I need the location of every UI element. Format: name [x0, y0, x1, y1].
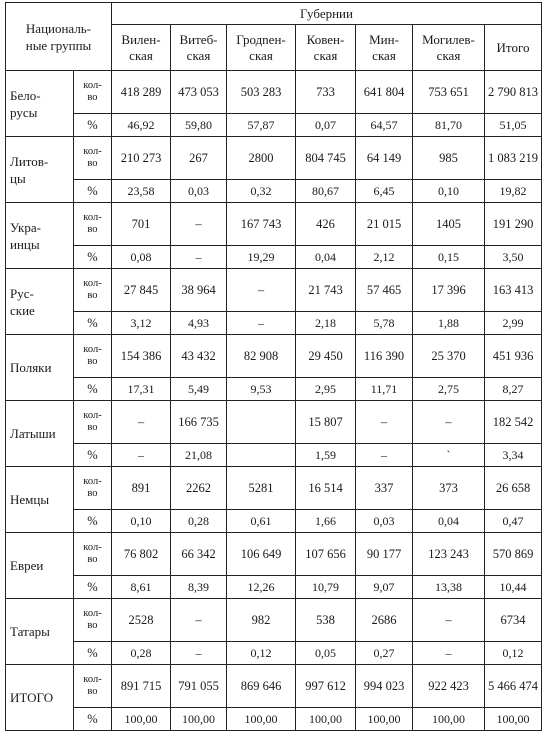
table-cell: 0,32 — [227, 180, 296, 203]
table-cell: 10,79 — [296, 576, 356, 599]
row-type-percent: % — [74, 642, 112, 665]
row-type-percent: % — [74, 312, 112, 335]
table-cell: – — [171, 246, 227, 269]
row-type-count: кол- во — [74, 71, 112, 114]
row-type-percent: % — [74, 114, 112, 137]
table-cell: 2686 — [356, 599, 413, 642]
row-group-label: Бело- русы — [6, 71, 74, 137]
table-cell: 57 465 — [356, 269, 413, 312]
table-cell: 76 802 — [112, 533, 171, 576]
row-type-percent: % — [74, 444, 112, 467]
column-header: Могилев- ская — [413, 25, 485, 71]
table-cell: 25 370 — [413, 335, 485, 378]
table-cell: – — [171, 203, 227, 246]
table-cell: 2,95 — [296, 378, 356, 401]
table-cell: 106 649 — [227, 533, 296, 576]
table-cell: 2262 — [171, 467, 227, 510]
table-cell: 29 450 — [296, 335, 356, 378]
table-cell: 0,04 — [413, 510, 485, 533]
table-cell: 701 — [112, 203, 171, 246]
table-cell: 426 — [296, 203, 356, 246]
table-cell: – — [112, 444, 171, 467]
table-cell: 12,26 — [227, 576, 296, 599]
row-group-label: Немцы — [6, 467, 74, 533]
table-cell: 0,10 — [112, 510, 171, 533]
row-group-label: Рус- ские — [6, 269, 74, 335]
column-header: Ковен- ская — [296, 25, 356, 71]
row-type-count: кол- во — [74, 203, 112, 246]
table-cell: 26 658 — [485, 467, 542, 510]
table-row-count — [6, 335, 542, 378]
table-cell: 163 413 — [485, 269, 542, 312]
census-table — [5, 2, 542, 731]
table-cell: 9,53 — [227, 378, 296, 401]
table-row-count — [6, 137, 542, 180]
table-cell: 191 290 — [485, 203, 542, 246]
table-cell: 267 — [171, 137, 227, 180]
table-body — [6, 71, 542, 731]
table-row-count — [6, 203, 542, 246]
table-cell: 0,05 — [296, 642, 356, 665]
table-cell: 733 — [296, 71, 356, 114]
table-cell — [227, 444, 296, 467]
table-cell: 167 743 — [227, 203, 296, 246]
table-cell: 5,49 — [171, 378, 227, 401]
table-cell: 0,47 — [485, 510, 542, 533]
table-cell: 8,61 — [112, 576, 171, 599]
table-cell: 38 964 — [171, 269, 227, 312]
table-cell: 19,29 — [227, 246, 296, 269]
table-cell: 46,92 — [112, 114, 171, 137]
table-cell: 51,05 — [485, 114, 542, 137]
table-cell: 0,61 — [227, 510, 296, 533]
table-cell: 100,00 — [356, 708, 413, 731]
table-cell: 107 656 — [296, 533, 356, 576]
table-cell: 100,00 — [227, 708, 296, 731]
row-type-percent: % — [74, 510, 112, 533]
table-cell: 0,28 — [112, 642, 171, 665]
table-cell: 997 612 — [296, 665, 356, 708]
table-row-percent — [6, 510, 542, 533]
table-row-percent — [6, 312, 542, 335]
table-cell: 81,70 — [413, 114, 485, 137]
table-cell: 154 386 — [112, 335, 171, 378]
header-row-top — [6, 3, 542, 25]
table-cell: 210 273 — [112, 137, 171, 180]
row-group-label: Латыши — [6, 401, 74, 467]
table-cell: – — [356, 444, 413, 467]
table-cell: 791 055 — [171, 665, 227, 708]
table-cell: 503 283 — [227, 71, 296, 114]
table-cell: 10,44 — [485, 576, 542, 599]
table-header — [6, 3, 542, 71]
table-row-percent — [6, 246, 542, 269]
table-cell: 891 — [112, 467, 171, 510]
table-cell: – — [112, 401, 171, 444]
row-group-label: Поляки — [6, 335, 74, 401]
table-cell: 0,28 — [171, 510, 227, 533]
table-cell: 473 053 — [171, 71, 227, 114]
table-row-count — [6, 533, 542, 576]
table-cell: – — [227, 312, 296, 335]
row-type-percent: % — [74, 246, 112, 269]
table-cell: 418 289 — [112, 71, 171, 114]
row-type-count: кол- во — [74, 467, 112, 510]
column-header: Гродnен- ская — [227, 25, 296, 71]
table-row-count — [6, 401, 542, 444]
table-cell: 16 514 — [296, 467, 356, 510]
table-cell: 0,08 — [112, 246, 171, 269]
table-cell: 100,00 — [112, 708, 171, 731]
row-type-percent: % — [74, 708, 112, 731]
table-row-count — [6, 71, 542, 114]
table-cell: 17,31 — [112, 378, 171, 401]
table-cell: 13,38 — [413, 576, 485, 599]
row-group-label: ИТОГО — [6, 665, 74, 731]
row-group-label: Укра- инцы — [6, 203, 74, 269]
table-cell: 82 908 — [227, 335, 296, 378]
table-cell: 3,50 — [485, 246, 542, 269]
table-cell: 570 869 — [485, 533, 542, 576]
table-cell: 373 — [413, 467, 485, 510]
table-cell: 100,00 — [485, 708, 542, 731]
row-group-label: Татары — [6, 599, 74, 665]
census-table-container — [5, 2, 542, 731]
table-cell: 2528 — [112, 599, 171, 642]
table-cell: 0,03 — [356, 510, 413, 533]
table-cell: 922 423 — [413, 665, 485, 708]
table-cell: 66 342 — [171, 533, 227, 576]
table-cell: 451 936 — [485, 335, 542, 378]
table-row-count — [6, 599, 542, 642]
table-cell: 43 432 — [171, 335, 227, 378]
table-cell: 2,12 — [356, 246, 413, 269]
table-cell: 6,45 — [356, 180, 413, 203]
table-cell: 3,34 — [485, 444, 542, 467]
table-row-percent — [6, 180, 542, 203]
column-header: Вилен- ская — [112, 25, 171, 71]
table-cell: 5281 — [227, 467, 296, 510]
table-cell: 21 743 — [296, 269, 356, 312]
row-type-count: кол- во — [74, 137, 112, 180]
table-cell: – — [171, 599, 227, 642]
table-cell: 869 646 — [227, 665, 296, 708]
column-header-gubernii: Губернии — [112, 3, 542, 25]
table-cell: 337 — [356, 467, 413, 510]
table-row-count — [6, 665, 542, 708]
table-cell: – — [413, 401, 485, 444]
table-cell: 5,78 — [356, 312, 413, 335]
column-header-groups: Националь- ные группы — [6, 3, 112, 71]
row-type-count: кол- во — [74, 533, 112, 576]
row-type-count: кол- во — [74, 401, 112, 444]
table-cell: 6734 — [485, 599, 542, 642]
table-cell: 11,71 — [356, 378, 413, 401]
row-type-percent: % — [74, 180, 112, 203]
table-cell: 100,00 — [171, 708, 227, 731]
table-cell: 2,18 — [296, 312, 356, 335]
table-cell: 1,59 — [296, 444, 356, 467]
table-row-count — [6, 269, 542, 312]
table-row-percent — [6, 114, 542, 137]
table-cell: 4,93 — [171, 312, 227, 335]
table-cell: 0,12 — [485, 642, 542, 665]
table-cell: 57,87 — [227, 114, 296, 137]
table-cell: ` — [413, 444, 485, 467]
table-cell: 1,66 — [296, 510, 356, 533]
row-type-percent: % — [74, 378, 112, 401]
table-cell: 80,67 — [296, 180, 356, 203]
table-cell: 2800 — [227, 137, 296, 180]
table-cell: 59,80 — [171, 114, 227, 137]
table-cell: – — [227, 269, 296, 312]
table-cell: 8,27 — [485, 378, 542, 401]
table-cell: 182 542 — [485, 401, 542, 444]
table-row-percent — [6, 378, 542, 401]
table-cell: 0,07 — [296, 114, 356, 137]
table-cell: 2 790 813 — [485, 71, 542, 114]
table-cell: 90 177 — [356, 533, 413, 576]
row-type-percent: % — [74, 576, 112, 599]
table-cell: 5 466 474 — [485, 665, 542, 708]
table-cell: 116 390 — [356, 335, 413, 378]
table-cell — [227, 401, 296, 444]
table-cell: 100,00 — [296, 708, 356, 731]
table-cell: 985 — [413, 137, 485, 180]
table-cell: 21,08 — [171, 444, 227, 467]
table-cell: 1405 — [413, 203, 485, 246]
table-cell: 891 715 — [112, 665, 171, 708]
table-cell: 8,39 — [171, 576, 227, 599]
table-cell: – — [413, 599, 485, 642]
table-cell: 0,04 — [296, 246, 356, 269]
table-cell: 0,10 — [413, 180, 485, 203]
table-cell: 982 — [227, 599, 296, 642]
table-cell: 23,58 — [112, 180, 171, 203]
row-type-count: кол- во — [74, 269, 112, 312]
table-row-count — [6, 467, 542, 510]
row-type-count: кол- во — [74, 335, 112, 378]
table-cell: 15 807 — [296, 401, 356, 444]
row-type-count: кол- во — [74, 665, 112, 708]
table-cell: – — [171, 642, 227, 665]
table-cell: 2,99 — [485, 312, 542, 335]
table-cell: 641 804 — [356, 71, 413, 114]
table-cell: 123 243 — [413, 533, 485, 576]
table-cell: 0,03 — [171, 180, 227, 203]
row-group-label: Литов- цы — [6, 137, 74, 203]
table-cell: 100,00 — [413, 708, 485, 731]
column-header: Итого — [485, 25, 542, 71]
row-type-count: кол- во — [74, 599, 112, 642]
table-row-percent — [6, 642, 542, 665]
column-header: Мин- ская — [356, 25, 413, 71]
table-cell: – — [413, 642, 485, 665]
table-cell: 64 149 — [356, 137, 413, 180]
column-header: Витеб- ская — [171, 25, 227, 71]
table-row-percent — [6, 576, 542, 599]
table-cell: 166 735 — [171, 401, 227, 444]
table-cell: 2,75 — [413, 378, 485, 401]
table-cell: 0,15 — [413, 246, 485, 269]
table-cell: 3,12 — [112, 312, 171, 335]
table-cell: 9,07 — [356, 576, 413, 599]
table-cell: 0,27 — [356, 642, 413, 665]
table-cell: 17 396 — [413, 269, 485, 312]
table-cell: – — [356, 401, 413, 444]
table-row-percent — [6, 444, 542, 467]
row-group-label: Евреи — [6, 533, 74, 599]
table-cell: 538 — [296, 599, 356, 642]
table-row-percent — [6, 708, 542, 731]
table-cell: 19,82 — [485, 180, 542, 203]
table-cell: 804 745 — [296, 137, 356, 180]
table-cell: 994 023 — [356, 665, 413, 708]
table-cell: 1 083 219 — [485, 137, 542, 180]
table-cell: 27 845 — [112, 269, 171, 312]
table-cell: 0,12 — [227, 642, 296, 665]
table-cell: 1,88 — [413, 312, 485, 335]
table-cell: 21 015 — [356, 203, 413, 246]
table-cell: 64,57 — [356, 114, 413, 137]
table-cell: 753 651 — [413, 71, 485, 114]
